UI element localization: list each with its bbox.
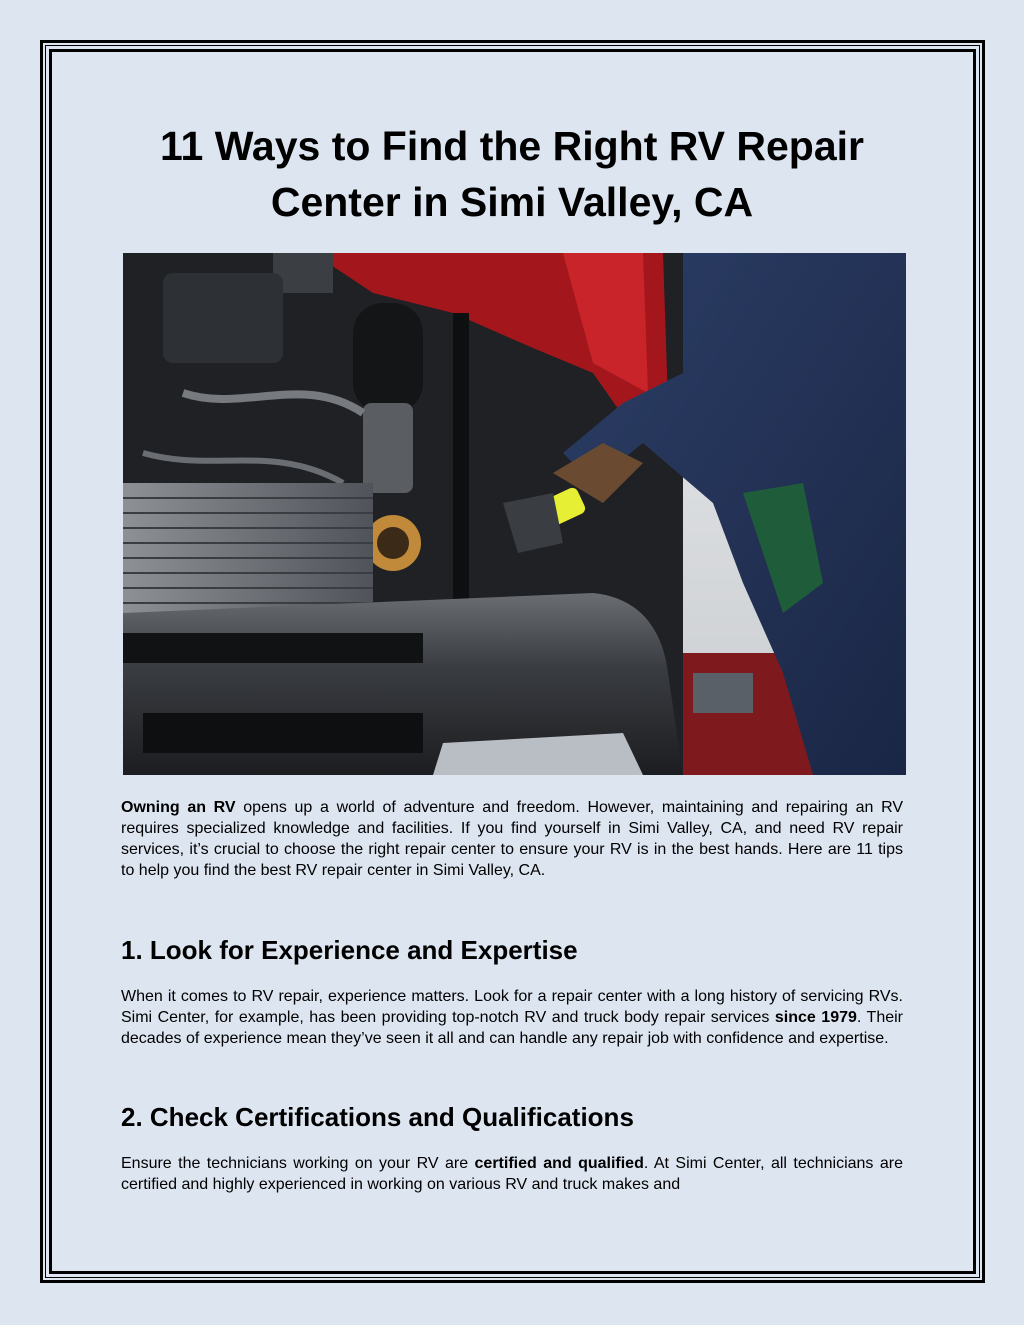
intro-lead-bold: Owning an RV [121,799,236,816]
section-bold-text: since 1979 [774,1009,857,1026]
intro-text: opens up a world of adventure and freedom. However, maintaining and repairing an RV requires specialized knowledge and facilities. If you find yourself in Simi Valley, CA, and need RV repair services, it’s crucial to choose the right repair center to ensure your RV is in the best hands. Here are 11 tips to help you find the best RV repair center in Simi Valley, CA. [121,799,904,879]
hero-image [123,253,906,775]
section-text: Ensure the technicians working on your RV are [121,1155,475,1172]
section-text: . At Simi Center, all technicians are certified and highly experienced in working on various RV and truck makes and [121,1155,903,1193]
section-bold-text: certified and qualified [474,1155,644,1172]
section-heading-certifications: 2. Check Certifications and Qualifications [121,1102,634,1132]
section-text: When it comes to RV repair, experience matters. Look for a repair center with a long history of servicing RVs. Simi Center, for example, has been providing top-notch RV and truck body repair services [121,988,903,1026]
section-text: . Their decades of experience mean they’ve seen it all and can handle any repair job with confidence and expertise. [121,1009,904,1047]
intro-paragraph [121,797,903,881]
page-title: 11 Ways to Find the Right RV Repair Center in Simi Valley, CA [160,123,864,225]
section-paragraph-certifications [121,1153,903,1195]
section-heading-experience: 1. Look for Experience and Expertise [121,935,578,965]
section-paragraph-experience [121,986,903,1049]
